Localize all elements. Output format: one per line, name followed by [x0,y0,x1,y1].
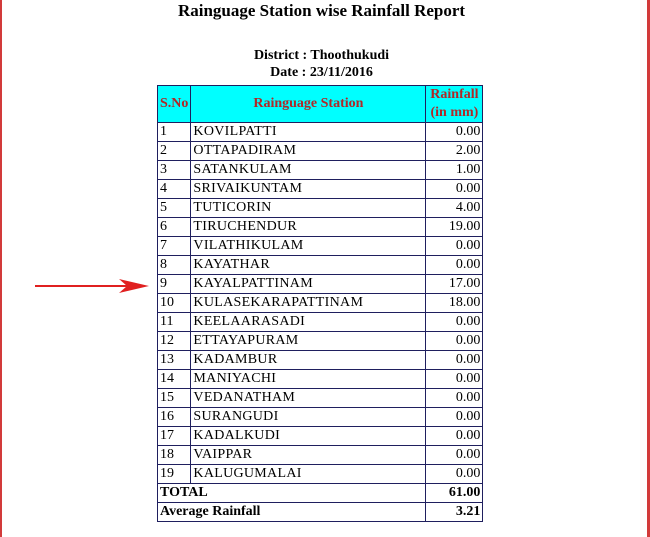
table-row [158,218,483,237]
row-station: OTTAPADIRAM [191,142,426,161]
total-value: 61.00 [426,484,483,503]
row-station: KAYATHAR [191,256,426,275]
rainfall-table [157,85,483,522]
row-rainfall: 0.00 [426,313,483,332]
row-sno: 10 [158,294,191,313]
row-station: SURANGUDI [191,408,426,427]
row-rainfall: 2.00 [426,142,483,161]
average-row [158,503,483,522]
row-station: KULASEKARAPATTINAM [191,294,426,313]
row-rainfall: 0.00 [426,408,483,427]
row-rainfall: 0.00 [426,123,483,142]
row-sno: 4 [158,180,191,199]
row-sno: 6 [158,218,191,237]
row-rainfall: 0.00 [426,180,483,199]
row-sno: 3 [158,161,191,180]
header-rainfall-line1: Rainfall [430,87,479,102]
table-row [158,180,483,199]
table-row [158,351,483,370]
table-body [158,123,483,484]
row-sno: 8 [158,256,191,275]
row-rainfall: 0.00 [426,427,483,446]
row-sno: 11 [158,313,191,332]
row-sno: 9 [158,275,191,294]
row-station: ETTAYAPURAM [191,332,426,351]
row-sno: 1 [158,123,191,142]
table-row [158,237,483,256]
row-rainfall: 1.00 [426,161,483,180]
row-station: KEELAARASADI [191,313,426,332]
row-station: KADAMBUR [191,351,426,370]
table-row [158,313,483,332]
row-sno: 17 [158,427,191,446]
row-sno: 14 [158,370,191,389]
header-sno: S.No [158,86,191,123]
table-row [158,370,483,389]
average-label: Average Rainfall [158,503,426,522]
row-station: SATANKULAM [191,161,426,180]
row-rainfall: 0.00 [426,351,483,370]
row-rainfall: 0.00 [426,389,483,408]
table-row [158,161,483,180]
row-sno: 7 [158,237,191,256]
row-sno: 5 [158,199,191,218]
table-row [158,294,483,313]
header-rainfall [426,86,483,123]
row-sno: 18 [158,446,191,465]
row-station: VAIPPAR [191,446,426,465]
row-station: KALUGUMALAI [191,465,426,484]
row-sno: 19 [158,465,191,484]
row-sno: 15 [158,389,191,408]
row-station: KAYALPATTINAM [191,275,426,294]
table-header-row [158,86,483,123]
total-label: TOTAL [158,484,426,503]
row-sno: 2 [158,142,191,161]
row-rainfall: 4.00 [426,199,483,218]
table-row [158,465,483,484]
report-title: Rainguage Station wise Rainfall Report [177,1,466,20]
table-row [158,123,483,142]
header-rainfall-line2: (in mm) [430,105,479,120]
table-row [158,275,483,294]
table-row [158,332,483,351]
row-sno: 12 [158,332,191,351]
row-sno: 16 [158,408,191,427]
row-rainfall: 0.00 [426,446,483,465]
row-sno: 13 [158,351,191,370]
table-row [158,446,483,465]
row-rainfall: 0.00 [426,237,483,256]
row-station: KADALKUDI [191,427,426,446]
report-date: Date : 23/11/2016 [270,65,373,80]
row-station: SRIVAIKUNTAM [191,180,426,199]
row-rainfall: 17.00 [426,275,483,294]
table-row [158,389,483,408]
table-row [158,427,483,446]
row-station: TUTICORIN [191,199,426,218]
row-station: VILATHIKULAM [191,237,426,256]
row-rainfall: 18.00 [426,294,483,313]
table-row [158,408,483,427]
table-row [158,256,483,275]
average-value: 3.21 [426,503,483,522]
table-row [158,199,483,218]
row-rainfall: 0.00 [426,465,483,484]
row-station: VEDANATHAM [191,389,426,408]
table-row [158,142,483,161]
district-label: District : Thoothukudi [253,48,390,63]
row-rainfall: 0.00 [426,332,483,351]
total-row [158,484,483,503]
row-rainfall: 0.00 [426,256,483,275]
row-rainfall: 0.00 [426,370,483,389]
row-rainfall: 19.00 [426,218,483,237]
header-station: Rainguage Station [191,86,426,123]
row-station: KOVILPATTI [191,123,426,142]
red-arrow-annotation [35,278,150,294]
row-station: MANIYACHI [191,370,426,389]
row-station: TIRUCHENDUR [191,218,426,237]
